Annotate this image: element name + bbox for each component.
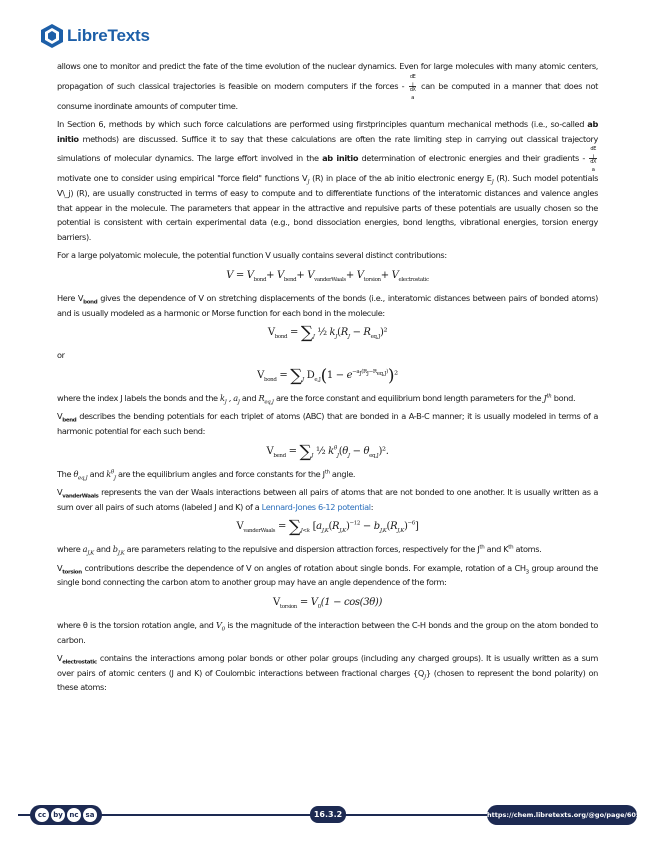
sa-icon: sa: [83, 808, 97, 822]
libretexts-logo[interactable]: [40, 22, 150, 50]
fraction: dE $_j$ dX $_a$: [409, 73, 416, 101]
paragraph: $V_{bend}$ describes the bending potentials for each triplet of atoms (ABC) that are bonded in a A-B-C manner; it is usually modeled in terms of a harmonic potential for each such bend:: [57, 411, 598, 436]
paragraph: $V_{vanderWaals}$ represents the van der Waals interactions between all pairs of atoms that are not bonded to one another. It is usually written as a sum over all pairs of such atoms (labeled J and K) of a Lennard-Jones 6-12 potential:: [57, 487, 599, 512]
paragraph: where the index J labels the bonds and the $k_J$ , $a_J$ and $R_{eq,J}$ are the force constant and equilibrium bond length parameters for the $J^{th}$ bond.: [57, 392, 576, 406]
page-url-link[interactable]: https://chem.libretexts.org/@go/page/60584: [487, 805, 637, 825]
equation-bend: $V_{bend} = \sum_J$ ½ $k^\theta_J(\theta_J - \theta_{eq,J})^2$.: [266, 441, 389, 462]
lennard-jones-link[interactable]: Lennard-Jones 6-12 potential: [261, 501, 371, 512]
paragraph: where θ is the torsion rotation angle, and $V_0$ is the magnitude of the interaction between the C-H bonds and the group on the atom bonded to carbon.: [57, 620, 598, 645]
paragraph: or: [57, 350, 65, 361]
equation-bond-harmonic: $V_{bond} = \sum_J$ ½ $k_J(R_J - R_{eq,J})^2$: [267, 323, 388, 344]
fraction: dE $_j$ dX $_a$: [590, 146, 597, 174]
nc-icon: nc: [67, 808, 81, 822]
paragraph: For a large polyatomic molecule, the potential function V usually contains several distinct contributions:: [57, 250, 447, 261]
page-number: 16.3.2: [310, 806, 346, 823]
cc-icon: cc: [35, 808, 49, 822]
document-body: [57, 59, 598, 699]
libretexts-hex-icon: [40, 23, 64, 49]
equation-vdw: $V_{vanderWaals} = \sum_{J<k}$ $[a_{J,K}(R_{J,K})^{-12} - b_{J,K}(R_{J,K})^{-6}]$: [236, 517, 419, 538]
paragraph: $V_{electrostatic}$ contains the interactions among polar bonds or other polar groups (including any charged groups). It is usually written as a sum over pairs of atomic centers (J and K) of Coulombic interactions between fractional charges $\{Q_J\}$ (chosen to represent the bond polarity) on these atoms:: [57, 653, 598, 693]
paragraph: The $\theta_{eq,J}$ and $k^\theta_J$ are the equilibrium angles and force constants for the $J^{th}$ angle.: [57, 468, 356, 482]
logo-text: LibreTexts: [67, 26, 150, 45]
by-icon: by: [51, 808, 65, 822]
equation-torsion: $V_{torsion} = V_0(1 - \cos(3\theta))$: [272, 597, 383, 611]
paragraph: $V_{torsion}$ contributions describe the dependence of V on angles of rotation about single bonds. For example, rotation of a $CH_3$ group around the single bond connecting the carbon atom to another group may have an angle dependence of the form:: [57, 562, 598, 588]
paragraph: Here $V_{bond}$ gives the dependence of V on stretching displacements of the bonds (i.e., interatomic distances between pairs of bonded atoms) and is usually modeled as a harmonic or Morse function for each bond in the molecule:: [57, 292, 599, 318]
page-footer: [18, 804, 650, 826]
equation-total-potential: $V = V_{bond}+ V_{bend}+ V_{vanderWaals}+ V_{torsion}+ V_{electrostatic}$: [226, 269, 429, 283]
equation-bond-morse: $V_{bond} = \sum_J$ $D_{e,J}(1 - e^{-a_J(R_J-R_{eq,J})})^2$: [257, 365, 398, 386]
paragraph: where $a_{J,K}$ and $b_{J,K}$ are parameters relating to the repulsive and dispersion attraction forces, respectively for the $J^{th}$ and $K^{th}$ atoms.: [57, 544, 542, 557]
paragraph: In Section 6, methods by which such force calculations are performed using firstprinciples quantum mechanical methods (i.e., so-called ab initio methods) are discussed. Suffice it to say that these calculations are often the rate limiting step in carrying out classical trajectory simulations of molecular dynamics. The large effort involved in the ab initio determination of electronic energies and their gradients - dE $_j$ dX $_a$ motivate one to consider using empirical "force field" functions $V_J$ (R) in place of the ab initio electronic energy $E_J$ (R). Such model potentials V\_j) (R), are usually constructed in terms of easy to compute and to differentiate functions of the interatomic distances and valence angles that appear in the molecule. The parameters that appear in the attractive and repulsive parts of these potentials are usually chosen so the potential is consistent with certain experimental data (e.g., bond dissociation energies, bond lengths, vibrational energies, torsion energy barriers).: [57, 119, 598, 242]
cc-license-badge[interactable]: [30, 805, 102, 825]
paragraph: allows one to monitor and predict the fate of the time evolution of the nuclear dynamics. Even for large molecules with many atomic centers, propagation of such classical trajectories is feasible on modern computers if the forces - dE $_j$ dX $_a$ can be computed in a manner that does not consume inordinate amounts of computer time.: [57, 61, 598, 111]
